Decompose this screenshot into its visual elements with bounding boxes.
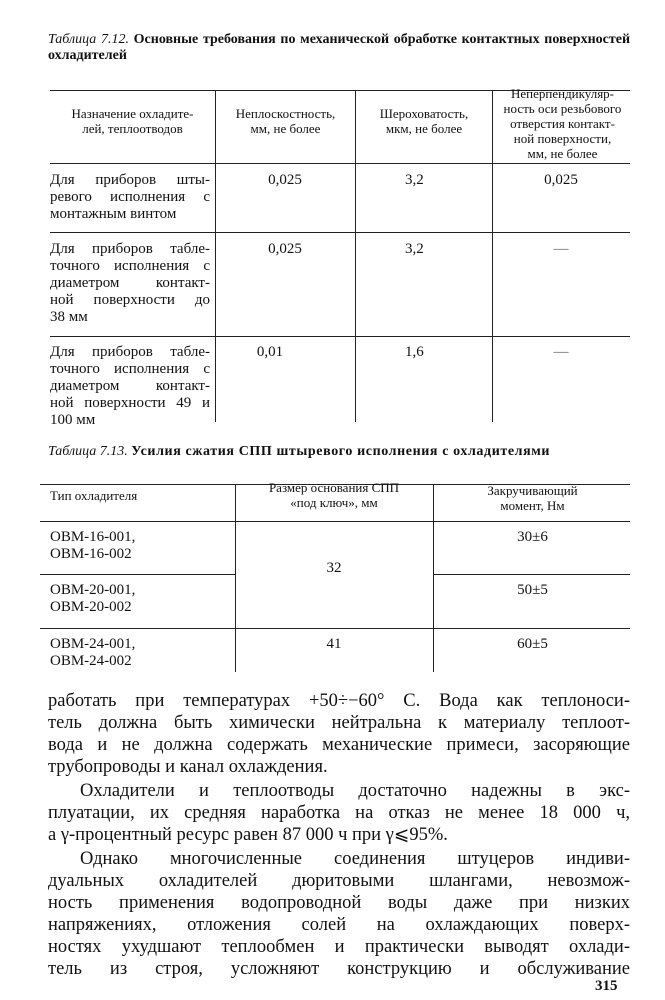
torque-value: 50±5 (517, 582, 548, 598)
table-row: Для приборов шты- ревого исполнения с монтажным винтом (50, 172, 210, 222)
header-torque: Закручивающий момент, Нм (487, 483, 578, 513)
table-label: Таблица 7.12. (48, 32, 129, 47)
header-type: Тип охладителя (50, 488, 138, 503)
flatness-value: 0,01 (256, 344, 284, 360)
roughness-value: 3,2 (405, 172, 424, 188)
table-713-caption (48, 444, 630, 460)
perp-value: 0,025 (544, 172, 578, 188)
table-row: Для приборов табле- точного исполнения с диаметром контакт- ной поверхности до 38 мм (50, 241, 210, 325)
size-value: 32 (326, 560, 342, 576)
table-row: ОВМ-24-001, ОВМ-24-002 (50, 636, 136, 669)
header-purpose: Назначение охладите- лей, теплоотводов (71, 106, 194, 136)
size-value: 41 (326, 636, 342, 652)
table-row: Для приборов табле- точного исполнения с диаметром контакт- ной поверхности 49 и 100 мм (50, 344, 210, 428)
document-page: Таблица 7.12. Основные требования по механической обработке контактных поверхностей охладителей Назначение охладите- лей, теплоотводов Неплоскостность, мм, не более Шероховатость, мкм, не более Неперпендикуляр- ность оси резьбового отверстия контакт- ной поверхности, мм, не более Для приборов шты- ревого исполнения с монтажным винтом 0,025 3,2 0,025 Для приборов табле- точного исполнения с диаметром контакт- ной поверхности до 38 мм 0,025 3,2 — Для приборов табле- точного исполнения с диаметром контакт- ной поверхности 49 и 100 мм 0,01 1,6 — Таблица 7.13. Усилия сжатия СПП штыревого исполнения с охладителями Тип охладителя Размер основания СПП «под ключ», мм Закручивающий момент, Нм ОВМ-16-001, ОВМ-16-002 30±6 ОВМ-20-001, ОВМ-20-002 50±5 32 ОВМ-24-001, ОВМ-24-002 41 60±5 работать при температурах +50÷−60° С. Вода как теплоноси- тель должна быть химически нейтральна к материалу теплоот- вода и не должна содержать механические примеси, засоряющие трубопроводы и канал охлаждения. Охладители и теплоотводы достаточно надежны в экс- плуатации, их средняя наработка на отказ не менее 18 000 ч, а γ-процентный ресурс равен 87 000 ч при γ⩽95%. Однако многочисленные соединения штуцеров индиви- дуальных охладителей дюритовыми шлангами, невозмож- ность применения водопроводной воды даже при низких напряжениях, отложения солей на охлаждающих поверх- ностях ухудшают теплообмен и практически выводят охлади- тель из строя, усложняют конструкцию и обслуживание 315 (0, 0, 665, 1000)
flatness-value: 0,025 (268, 172, 302, 188)
torque-value: 30±6 (517, 529, 548, 545)
header-roughness: Шероховатость, мкм, не более (379, 106, 469, 136)
table-712-caption (48, 32, 630, 64)
header-perpendicularity: Неперпендикуляр- ность оси резьбового отверстия контакт- ной поверхности, мм, не более (503, 86, 622, 161)
table-label: Таблица 7.13. (48, 444, 128, 459)
table-row: ОВМ-16-001, ОВМ-16-002 (50, 529, 136, 562)
roughness-value: 3,2 (405, 241, 424, 257)
table-row: ОВМ-20-001, ОВМ-20-002 (50, 582, 136, 615)
table-title: Усилия сжатия СПП штыревого исполнения с охладителями (131, 444, 551, 459)
torque-value: 60±5 (517, 636, 548, 652)
roughness-value: 1,6 (405, 344, 424, 360)
page-number: 315 (595, 978, 618, 994)
perp-value: — (553, 344, 569, 360)
header-flatness: Неплоскостность, мм, не более (235, 106, 336, 136)
table-title: Основные требования по механической обработке контактных поверхностей охладителей (48, 32, 631, 63)
header-size: Размер основания СПП «под ключ», мм (268, 480, 400, 510)
perp-value: — (553, 241, 569, 257)
flatness-value: 0,025 (268, 241, 302, 257)
